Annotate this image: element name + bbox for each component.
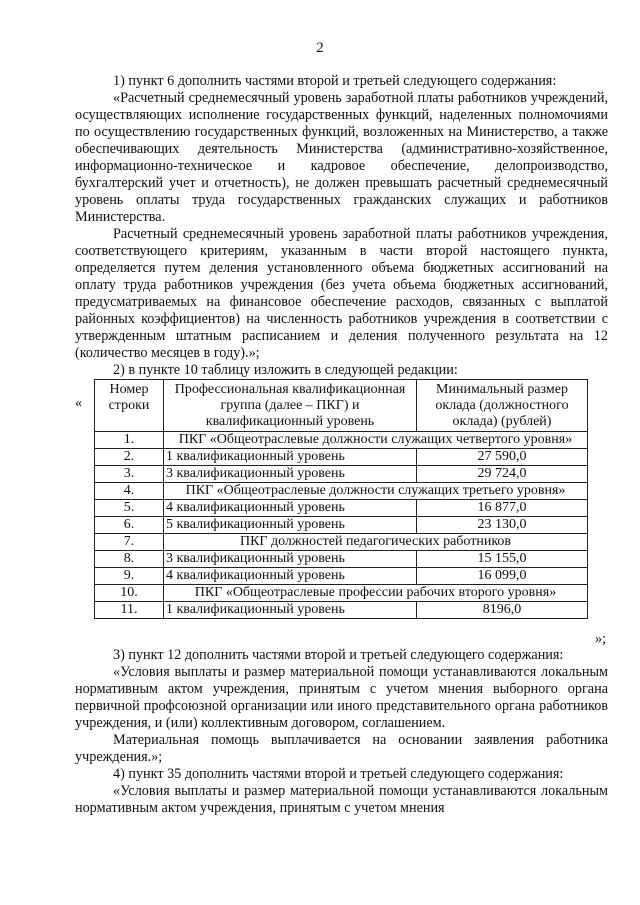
- min-salary: 15 155,0: [417, 551, 588, 568]
- table-row: [95, 449, 588, 466]
- row-number: 3.: [95, 466, 164, 483]
- paragraph: 2) в пункте 10 таблицу изложить в следующей редакции:: [113, 362, 458, 378]
- row-number: 6.: [95, 517, 164, 534]
- table-row: [95, 432, 588, 449]
- header-row-number: Номер строки: [95, 380, 164, 432]
- row-number: 8.: [95, 551, 164, 568]
- paragraph: 1) пункт 6 дополнить частями второй и третьей следующего содержания:: [113, 73, 557, 89]
- page-number: 2: [316, 40, 324, 56]
- document-body: [75, 73, 608, 817]
- group-heading: ПКГ «Общеотраслевые должности служащих четвертого уровня»: [164, 432, 588, 449]
- row-number: 5.: [95, 500, 164, 517]
- qualification-level: 1 квалификационный уровень: [164, 449, 417, 466]
- min-salary: 27 590,0: [417, 449, 588, 466]
- row-number: 9.: [95, 568, 164, 585]
- table-body: [95, 432, 588, 619]
- salary-table: [94, 379, 588, 619]
- header-min-salary: Минимальный размер оклада (должностного оклада) (рублей): [417, 380, 588, 432]
- qualification-level: 1 квалификационный уровень: [164, 602, 417, 619]
- salary-table-block: [75, 379, 608, 647]
- min-salary: 8196,0: [417, 602, 588, 619]
- paragraph: «Условия выплаты и размер материальной помощи устанавливаются локальным нормативным актом учреждения, принятым с учетом мнения выборного органа первичной профсоюзной организации или иного представительного органа работников учреждения, и (или) коллективным договором, соглашением.: [75, 664, 608, 731]
- paragraph: Расчетный среднемесячный уровень заработной платы работников учреждения, соответствующего критериям, указанным в части второй настоящего пункта, определяется путем деления установленного объема бюджетных ассигнований на оплату труда работников учреждения (без учета объема бюджетных ассигнований, предусматриваемых на финансовое обеспечение расходов, связанных с выплатой районных коэффициентов) на численность работников учреждения в соответствии с утвержденным штатным расписанием и деления полученного результата на 12 (количество месяцев в году).»;: [75, 226, 608, 361]
- row-number: 2.: [95, 449, 164, 466]
- paragraph: 4) пункт 35 дополнить частями второй и третьей следующего содержания:: [113, 766, 564, 782]
- table-row: [95, 517, 588, 534]
- table-row: [95, 568, 588, 585]
- quote-close: »;: [595, 631, 607, 647]
- table-row: [95, 585, 588, 602]
- table-row: [95, 534, 588, 551]
- qualification-level: 4 квалификационный уровень: [164, 568, 417, 585]
- row-number: 10.: [95, 585, 164, 602]
- row-number: 1.: [95, 432, 164, 449]
- table-row: [95, 466, 588, 483]
- header-qualification-group: Профессиональная квалификационная группа (далее – ПКГ) и квалификационный уровень: [164, 380, 417, 432]
- table-row: [95, 602, 588, 619]
- paragraph: «Расчетный среднемесячный уровень заработной платы работников учреждений, осуществляющих исполнение государственных функций, наделенных полномочиями по осуществлению государственных функций, возложенных на Министерство, а также обеспечивающих деятельность Министерства (административно-хозяйственное, информационно-техническое и кадровое обеспечение, делопроизводство, бухгалтерский учет и отчетность), не должен превышать расчетный среднемесячный уровень оплаты труда государственных гражданских служащих и работников Министерства.: [75, 90, 608, 225]
- row-number: 4.: [95, 483, 164, 500]
- qualification-level: 5 квалификационный уровень: [164, 517, 417, 534]
- min-salary: 29 724,0: [417, 466, 588, 483]
- table-row: [95, 483, 588, 500]
- row-number: 11.: [95, 602, 164, 619]
- group-heading: ПКГ должностей педагогических работников: [164, 534, 588, 551]
- table-header-row: [95, 380, 588, 432]
- table-row: [95, 551, 588, 568]
- paragraph: Материальная помощь выплачивается на основании заявления работника учреждения.»;: [75, 732, 608, 765]
- paragraph: 3) пункт 12 дополнить частями второй и третьей следующего содержания:: [113, 647, 564, 663]
- qualification-level: 3 квалификационный уровень: [164, 551, 417, 568]
- qualification-level: 3 квалификационный уровень: [164, 466, 417, 483]
- group-heading: ПКГ «Общеотраслевые должности служащих третьего уровня»: [164, 483, 588, 500]
- qualification-level: 4 квалификационный уровень: [164, 500, 417, 517]
- row-number: 7.: [95, 534, 164, 551]
- paragraph: «Условия выплаты и размер материальной помощи устанавливаются локальным нормативным актом учреждения, принятым с учетом мнения: [75, 783, 608, 816]
- min-salary: 16 877,0: [417, 500, 588, 517]
- group-heading: ПКГ «Общеотраслевые профессии рабочих второго уровня»: [164, 585, 588, 602]
- table-row: [95, 500, 588, 517]
- quote-open: «: [75, 395, 83, 411]
- min-salary: 16 099,0: [417, 568, 588, 585]
- min-salary: 23 130,0: [417, 517, 588, 534]
